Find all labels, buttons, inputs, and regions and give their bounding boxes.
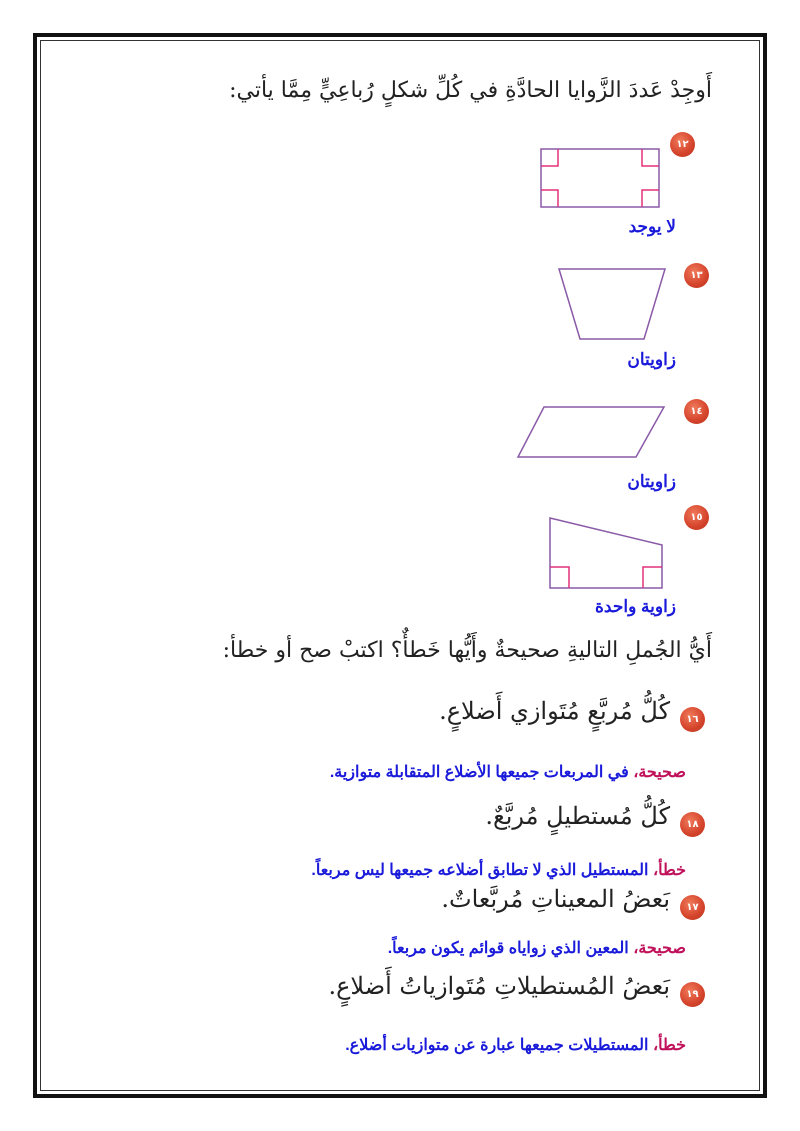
explanation-text: المستطيل الذي لا تطابق أضلاعه جميعها ليس مربعاً. xyxy=(311,862,653,879)
exercise-number-badge: ١٤ xyxy=(684,399,709,424)
exercise-number-badge: ١٦ xyxy=(680,707,705,732)
answer-text: زاويتان xyxy=(627,472,676,491)
parallelogram-figure xyxy=(517,406,665,458)
exercise-number-badge: ١٧ xyxy=(680,895,705,920)
explanation-line xyxy=(330,762,686,782)
right-trapezoid-figure xyxy=(549,517,663,589)
verdict-text: صحيحة، xyxy=(633,940,686,957)
answer-text: لا يوجد xyxy=(628,217,676,236)
answer-text: زاوية واحدة xyxy=(595,597,676,616)
explanation-text: في المربعات جميعها الأضلاع المتقابلة متوازية. xyxy=(329,764,634,781)
explanation-line xyxy=(345,1035,686,1055)
statement-text: كُلُّ مُربَّعٍ مُتَوازي أَضلاعٍ. xyxy=(439,697,670,725)
parallelogram-outline xyxy=(518,407,664,457)
statement-text: بَعضُ المُستطيلاتِ مُتَوازياتُ أَضلاعٍ. xyxy=(328,972,670,1000)
right-angle-mark xyxy=(541,149,558,166)
right-angle-mark xyxy=(642,149,659,166)
exercise-number-badge: ١٣ xyxy=(684,263,709,288)
verdict-text: صحيحة، xyxy=(633,764,686,781)
explanation-text: المستطيلات جميعها عبارة عن متوازيات أضلاع. xyxy=(345,1037,653,1054)
section2-heading: أَيُّ الجُملِ التاليةِ صحيحةٌ وأَيُّها خَطأٌ؟ اكتبْ صح أو خطأ: xyxy=(222,638,712,663)
explanation-line xyxy=(311,860,686,880)
right-angle-mark xyxy=(550,567,569,588)
verdict-text: خطأ، xyxy=(652,862,686,879)
verdict-text: خطأ، xyxy=(652,1037,686,1054)
exercise-number-badge: ١٩ xyxy=(680,982,705,1007)
trapezoid-outline xyxy=(559,269,665,339)
answer-text: زاويتان xyxy=(627,350,676,369)
statement-text: بَعضُ المعيناتِ مُربَّعاتٌ. xyxy=(441,885,670,913)
exercise-number-badge: ١٢ xyxy=(670,132,695,157)
section1-heading: أَوجِدْ عَددَ الزَّوايا الحادَّةِ في كُلِّ شكلٍ رُباعِيٍّ مِمَّا يأتي: xyxy=(229,78,712,103)
explanation-text: المعين الذي زواياه قوائم يكون مربعاً. xyxy=(387,940,634,957)
exercise-number-badge: ١٨ xyxy=(680,812,705,837)
exercise-number-badge: ١٥ xyxy=(684,505,709,530)
right-angle-mark xyxy=(541,190,558,207)
right-angle-mark xyxy=(642,190,659,207)
explanation-line xyxy=(388,938,686,958)
statement-text: كُلُّ مُستطيلٍ مُربَّعٌ. xyxy=(485,802,670,830)
rectangle-figure xyxy=(540,148,660,208)
right-trapezoid-outline xyxy=(550,518,662,588)
trapezoid-figure xyxy=(558,268,666,340)
right-angle-mark xyxy=(643,567,662,588)
